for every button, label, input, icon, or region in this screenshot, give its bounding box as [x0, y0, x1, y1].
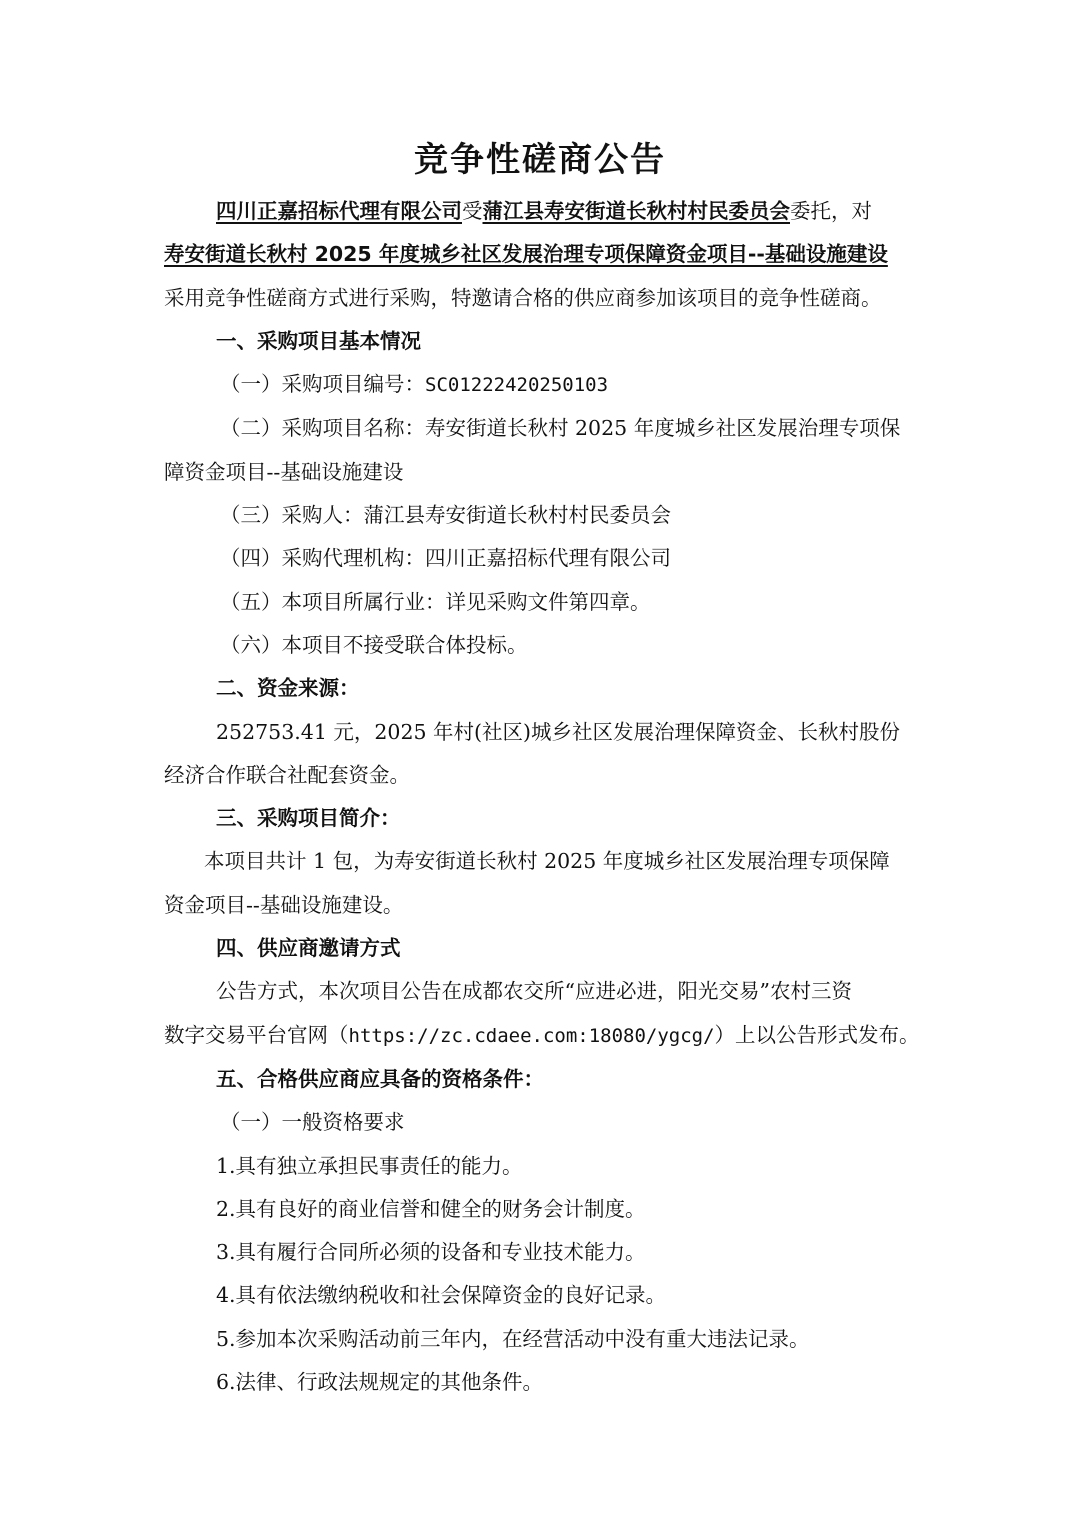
- invite-text-a: 数字交易平台官网（: [164, 1022, 349, 1047]
- requirement-item: 2.具有良好的商业信誉和健全的财务会计制度。: [216, 1196, 646, 1221]
- intro-line-1: [164, 190, 924, 233]
- project-number-value: SC01222420250103: [425, 374, 609, 397]
- invite-line-1: 公告方式，本次项目公告在成都农交所“应进必进，阳光交易”农村三资: [216, 979, 852, 1004]
- section-2-heading: 二、资金来源：: [216, 676, 360, 701]
- item-purchaser: （三）采购人：蒲江县寿安街道长秋村村民委员会: [220, 503, 671, 528]
- requirement-item: 5.参加本次采购活动前三年内，在经营活动中没有重大违法记录。: [216, 1326, 810, 1351]
- intro-line-2: [164, 233, 924, 276]
- platform-url-link[interactable]: https://zc.cdaee.com:18080/ygcg/: [348, 1024, 715, 1047]
- summary-line-2: 资金项目--基础设施建设。: [164, 892, 404, 917]
- section-5-heading: 五、合格供应商应具备的资格条件：: [216, 1066, 544, 1091]
- summary-line-1: 本项目共计 1 包，为寿安街道长秋村 2025 年度城乡社区发展治理专项保障: [204, 849, 890, 874]
- project-name: 寿安街道长秋村 2025 年度城乡社区发展治理专项保障资金项目--基础设施建设: [164, 242, 888, 267]
- section-3-heading: 三、采购项目简介：: [216, 806, 401, 831]
- invite-text-b: ）上以公告形式发布。: [714, 1022, 920, 1047]
- requirement-item: 4.具有依法缴纳税收和社会保障资金的良好记录。: [216, 1283, 667, 1308]
- requirement-item: 6.法律、行政法规规定的其他条件。: [216, 1370, 544, 1395]
- item-project-number: [164, 363, 924, 407]
- section-4-heading: 四、供应商邀请方式: [216, 936, 401, 961]
- intro-line-3: 采用竞争性磋商方式进行采购，特邀请合格的供应商参加该项目的竞争性磋商。: [164, 285, 882, 310]
- invite-line-2: [164, 1014, 924, 1058]
- item-industry: （五）本项目所属行业：详见采购文件第四章。: [220, 589, 651, 614]
- item-project-name-line-2: 障资金项目--基础设施建设: [164, 459, 404, 484]
- purchaser-name: 蒲江县寿安街道长秋村村民委员会: [482, 199, 790, 223]
- project-number-label: （一）采购项目编号：: [220, 372, 425, 397]
- intro-text-1: 受: [462, 199, 483, 223]
- page-title: 竞争性磋商公告: [414, 140, 666, 180]
- item-consortium: （六）本项目不接受联合体投标。: [220, 632, 528, 657]
- intro-text-2: 委托，对: [790, 199, 872, 223]
- funding-line-1: 252753.41 元，2025 年村(社区)城乡社区发展治理保障资金、长秋村股份: [216, 719, 901, 744]
- agency-name: 四川正嘉招标代理有限公司: [216, 199, 462, 223]
- document-body: [164, 190, 924, 1404]
- requirement-item: 3.具有履行合同所必须的设备和专业技术能力。: [216, 1240, 646, 1265]
- general-requirements-heading: （一）一般资格要求: [220, 1110, 405, 1135]
- item-project-name-line-1: （二）采购项目名称：寿安街道长秋村 2025 年度城乡社区发展治理专项保: [220, 416, 901, 441]
- funding-line-2: 经济合作联合社配套资金。: [164, 762, 410, 787]
- item-agency: （四）采购代理机构：四川正嘉招标代理有限公司: [220, 546, 671, 571]
- requirement-item: 1.具有独立承担民事责任的能力。: [216, 1153, 523, 1178]
- section-1-heading: 一、采购项目基本情况: [216, 328, 421, 353]
